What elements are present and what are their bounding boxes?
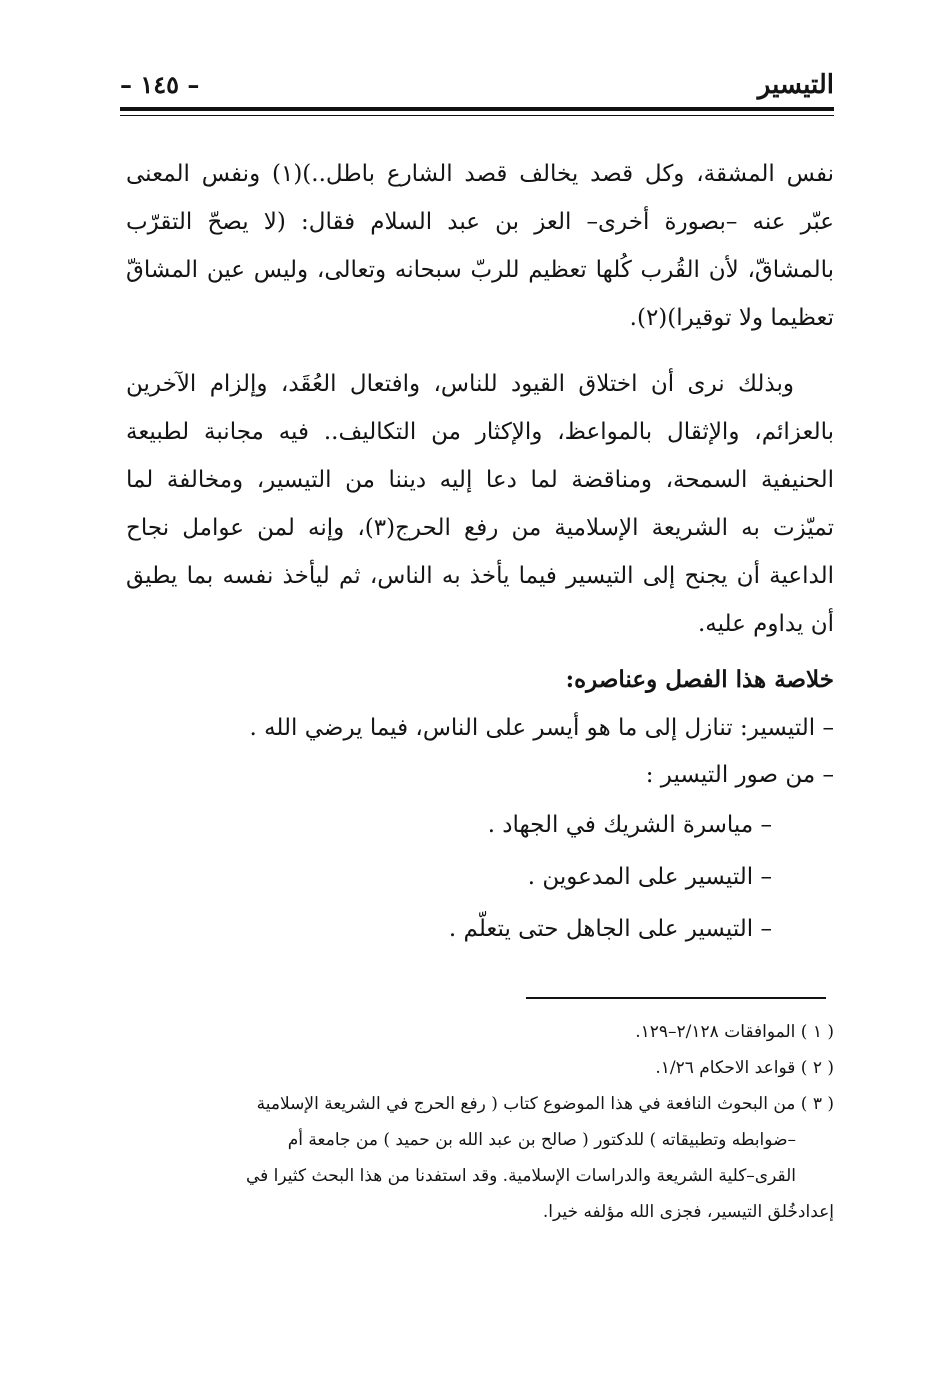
footnote: ( ٣ ) من البحوث النافعة في هذا الموضوع كتاب ( رفع الحرج في الشريعة الإسلامية bbox=[256, 1094, 834, 1114]
page-number: – ١٤٥ – bbox=[120, 70, 200, 99]
footnotes bbox=[118, 1014, 834, 1230]
footnote-continuation: إعدادخُلق التيسير، فجزى الله مؤلفه خيرا. bbox=[542, 1202, 834, 1222]
page-header bbox=[120, 66, 834, 106]
footnote: ( ٢ ) قواعد الاحكام ١/٢٦. bbox=[655, 1058, 834, 1078]
summary-sub-point: – التيسير على المدعوين . bbox=[527, 864, 772, 890]
paragraph: نفس المشقة، وكل قصد يخالف قصد الشارع باطل..)(١) ونفس المعنى عبّر عنه –بصورة أخرى– العز بن عبد السلام فقال: (لا يصحّ التقرّب بالمشاقّ، لأن القُرب كُلها تعظيم للربّ سبحانه وتعالى، وليس عين المشاقّ تعظيما ولا توقيرا)(٢). bbox=[126, 161, 834, 331]
header-rule-thick bbox=[120, 107, 834, 111]
paragraph: وبذلك نرى أن اختلاق القيود للناس، وافتعال العُقَد، وإلزام الآخرين بالعزائم، والإثقال بالمواعظ، والإكثار من التكاليف.. فيه مجانبة لطبيعة الحنيفية السمحة، ومناقضة لما دعا إليه ديننا من التيسير، ومخالفة لما تميّزت به الشريعة الإسلامية من رفع الحرج(٣)، وإنه لمن عوامل نجاح الداعية أن يجنح إلى التيسير فيما يأخذ به الناس، ثم ليأخذ نفسه بما يطيق أن يداوم عليه. bbox=[126, 371, 834, 637]
summary-point: – التيسير: تنازل إلى ما هو أيسر على الناس، فيما يرضي الله . bbox=[249, 715, 834, 741]
chapter-summary bbox=[126, 655, 834, 955]
summary-heading: خلاصة هذا الفصل وعناصره: bbox=[565, 666, 834, 693]
summary-point: – من صور التيسير : bbox=[645, 762, 834, 788]
main-text bbox=[126, 150, 834, 648]
footnote-separator bbox=[526, 997, 826, 999]
summary-sub-point: – التيسير على الجاهل حتى يتعلّم . bbox=[448, 916, 772, 942]
summary-sub-point: – مياسرة الشريك في الجهاد . bbox=[487, 812, 772, 838]
running-title: التيسير bbox=[757, 70, 834, 100]
footnote-continuation: القرى–كلية الشريعة والدراسات الإسلامية. وقد استفدنا من هذا البحث كثيرا في bbox=[245, 1166, 796, 1186]
footnote: ( ١ ) الموافقات ٢/١٢٨–١٢٩. bbox=[635, 1022, 834, 1042]
footnote-continuation: –ضوابطه وتطبيقاته ) للدكتور ( صالح بن عبد الله بن حميد ) من جامعة أم bbox=[287, 1130, 796, 1150]
header-rule-thin bbox=[120, 115, 834, 116]
